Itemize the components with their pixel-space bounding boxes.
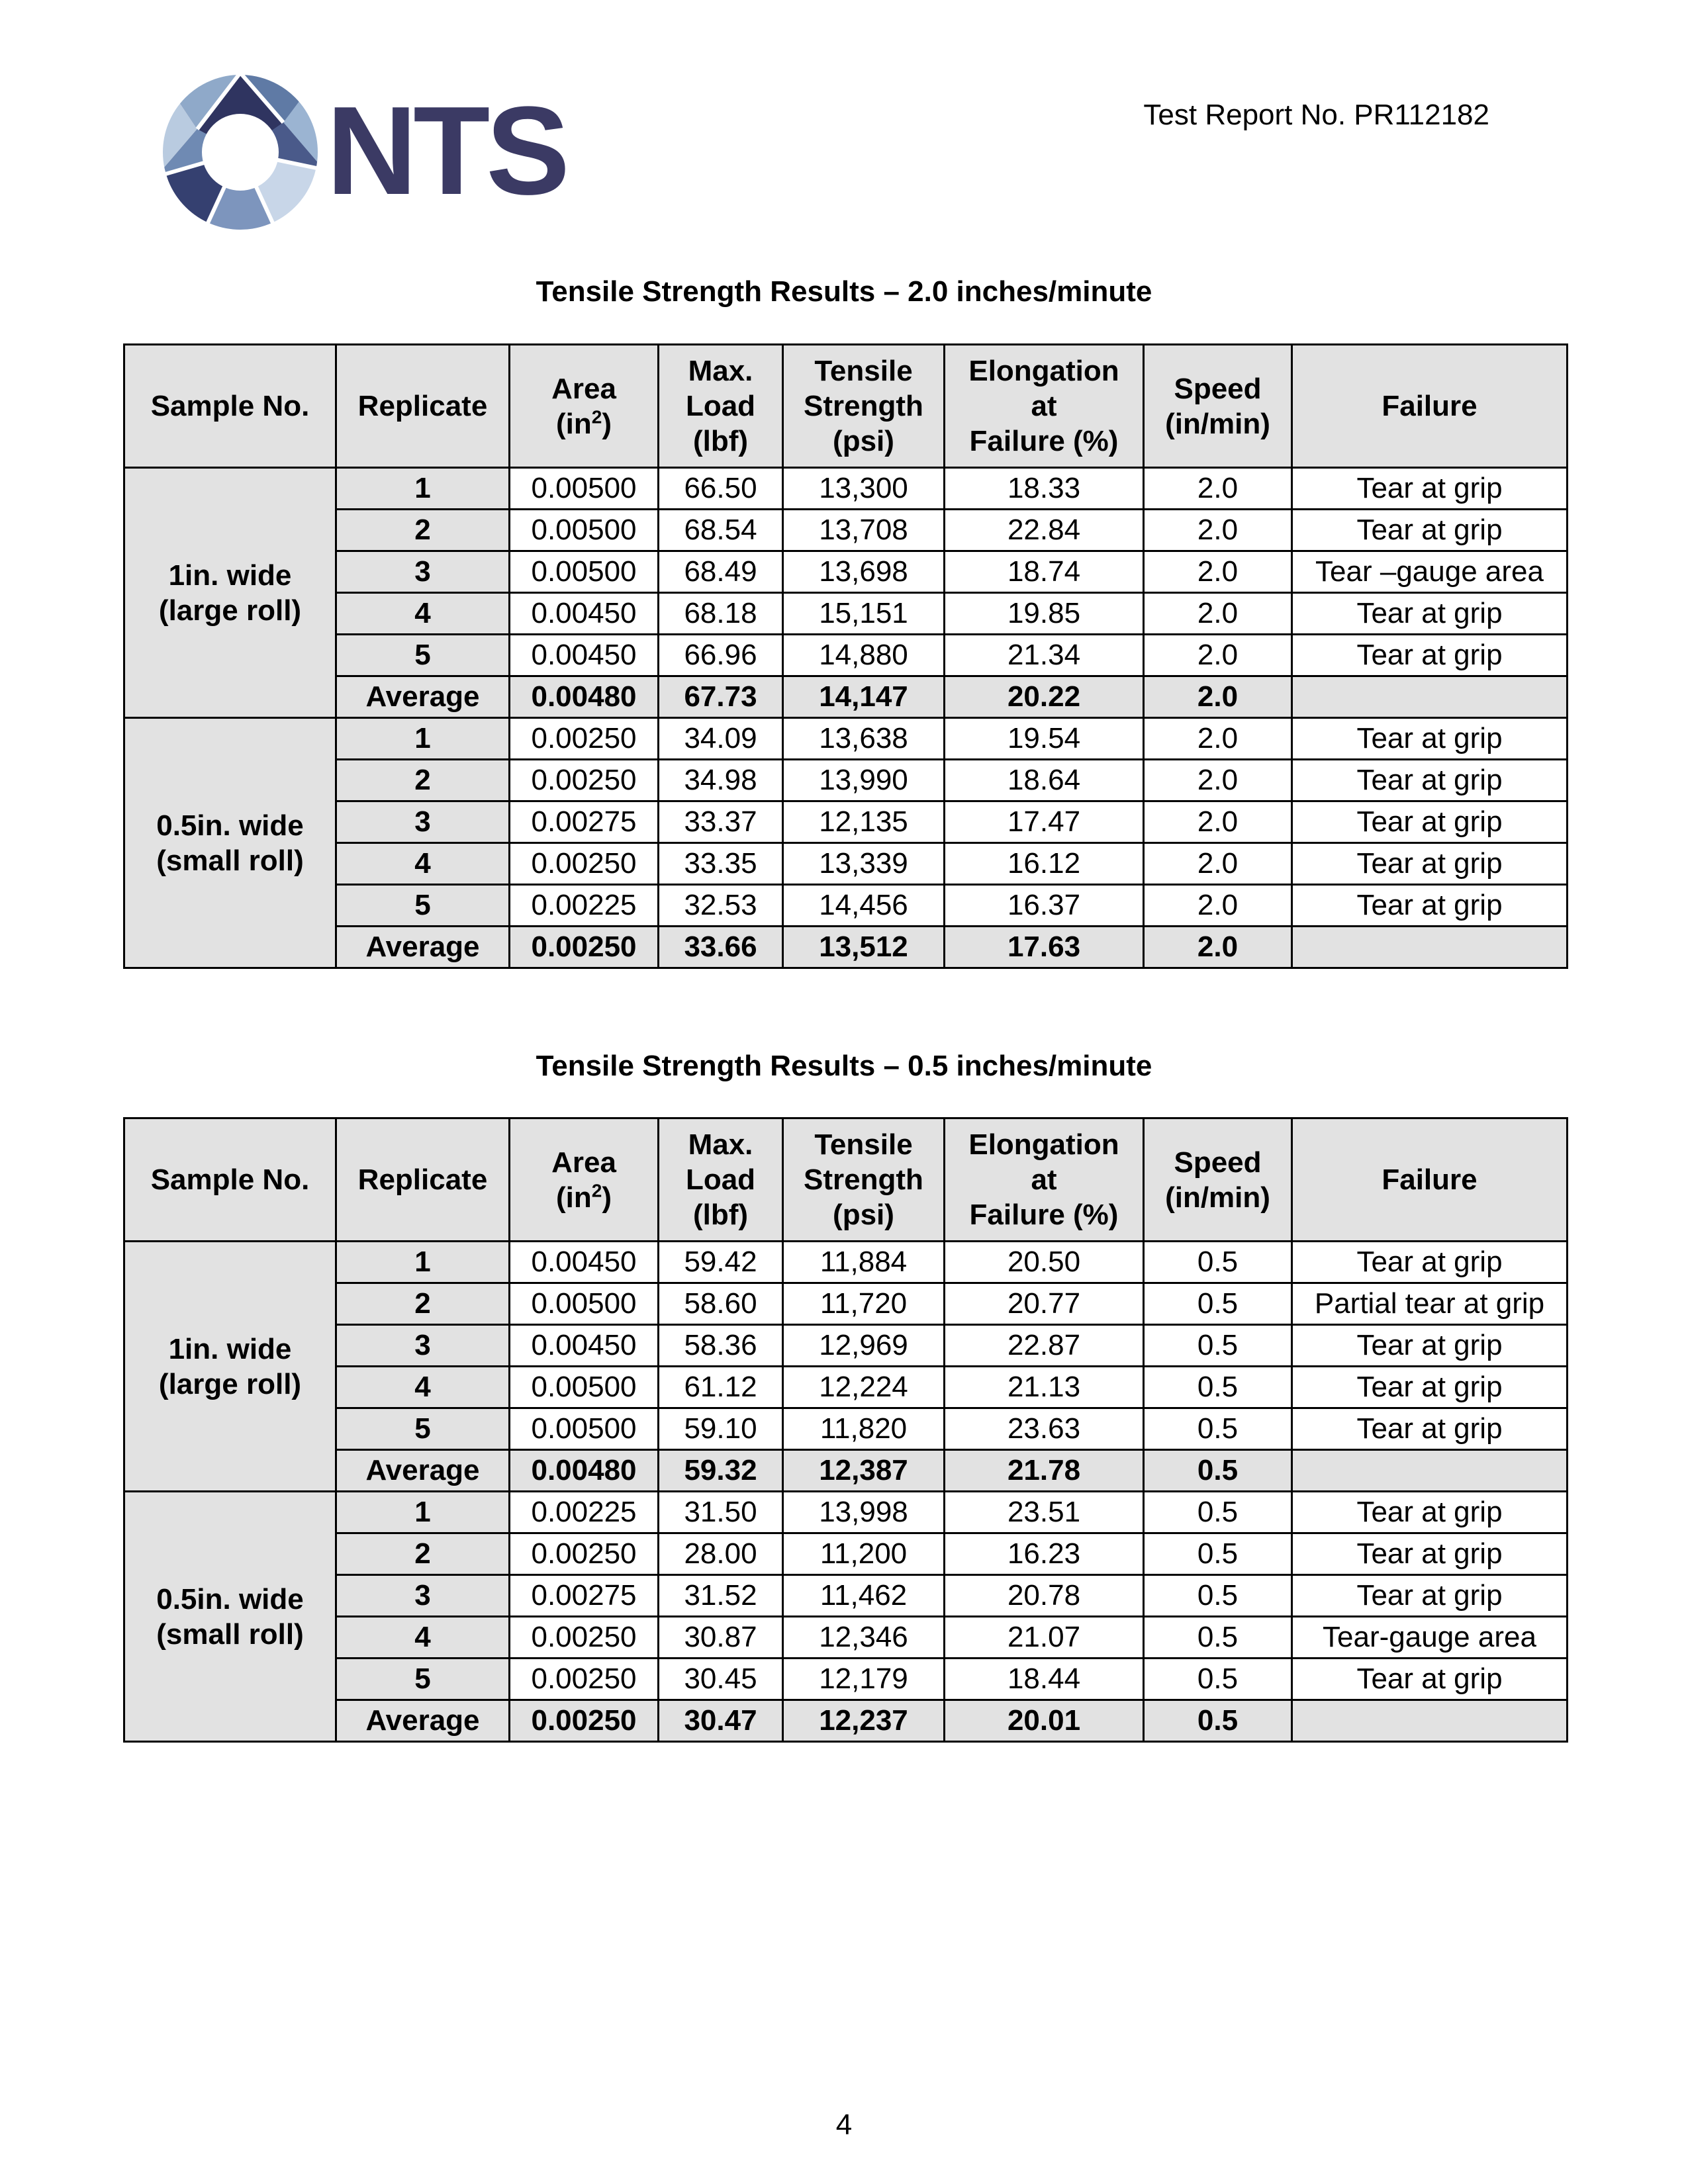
- replicate-cell: 3: [336, 1325, 510, 1367]
- max-load-cell: 66.50: [659, 468, 783, 510]
- tensile-strength-cell: 15,151: [783, 593, 945, 635]
- max-load-cell: 34.98: [659, 760, 783, 801]
- table-row: [124, 801, 1568, 843]
- max-load-cell: 59.42: [659, 1242, 783, 1283]
- failure-cell: Tear at grip: [1292, 593, 1568, 635]
- sample-cell: 1in. wide (large roll): [124, 1242, 336, 1492]
- table-row: [124, 510, 1568, 551]
- max-load-cell: 59.10: [659, 1408, 783, 1450]
- elongation-cell: 21.13: [945, 1367, 1144, 1408]
- replicate-cell: 3: [336, 551, 510, 593]
- area-cell: 0.00275: [510, 1575, 659, 1617]
- elongation-cell: 18.44: [945, 1659, 1144, 1700]
- speed-cell: 2.0: [1144, 760, 1292, 801]
- speed-cell: 0.5: [1144, 1617, 1292, 1659]
- tensile-strength-cell: 11,200: [783, 1533, 945, 1575]
- header-row: [124, 1118, 1568, 1242]
- tensile-strength-cell: 14,880: [783, 635, 945, 676]
- col-max-load: Max. Load (lbf): [659, 1118, 783, 1242]
- replicate-cell: 2: [336, 1533, 510, 1575]
- tensile-strength-cell: 12,224: [783, 1367, 945, 1408]
- elongation-cell: 23.51: [945, 1492, 1144, 1533]
- elongation-cell: 21.78: [945, 1450, 1144, 1492]
- elongation-cell: 17.63: [945, 927, 1144, 968]
- elongation-cell: 22.87: [945, 1325, 1144, 1367]
- failure-cell: Tear-gauge area: [1292, 1617, 1568, 1659]
- speed-cell: 0.5: [1144, 1283, 1292, 1325]
- average-row: [124, 1700, 1568, 1742]
- failure-cell: Partial tear at grip: [1292, 1283, 1568, 1325]
- tensile-strength-cell: 11,720: [783, 1283, 945, 1325]
- area-cell: 0.00500: [510, 468, 659, 510]
- max-load-cell: 34.09: [659, 718, 783, 760]
- table-row: [124, 1617, 1568, 1659]
- area-cell: 0.00480: [510, 1450, 659, 1492]
- table-row: [124, 885, 1568, 927]
- col-failure: Failure: [1292, 345, 1568, 468]
- sample-cell: 1in. wide (large roll): [124, 468, 336, 718]
- area-cell: 0.00250: [510, 1659, 659, 1700]
- speed-cell: 0.5: [1144, 1700, 1292, 1742]
- sample-cell: 0.5in. wide (small roll): [124, 718, 336, 968]
- failure-cell: Tear at grip: [1292, 1492, 1568, 1533]
- failure-cell: Tear at grip: [1292, 1367, 1568, 1408]
- table-row: [124, 635, 1568, 676]
- replicate-cell: 1: [336, 718, 510, 760]
- table-row: [124, 1242, 1568, 1283]
- speed-cell: 0.5: [1144, 1492, 1292, 1533]
- max-load-cell: 58.36: [659, 1325, 783, 1367]
- elongation-cell: 20.22: [945, 676, 1144, 718]
- table-row: [124, 1492, 1568, 1533]
- failure-cell: Tear at grip: [1292, 1659, 1568, 1700]
- replicate-cell: Average: [336, 927, 510, 968]
- speed-cell: 0.5: [1144, 1450, 1292, 1492]
- replicate-cell: 2: [336, 510, 510, 551]
- area-cell: 0.00450: [510, 1242, 659, 1283]
- area-cell: 0.00250: [510, 843, 659, 885]
- max-load-cell: 32.53: [659, 885, 783, 927]
- tensile-strength-cell: 13,300: [783, 468, 945, 510]
- speed-cell: 0.5: [1144, 1533, 1292, 1575]
- elongation-cell: 18.74: [945, 551, 1144, 593]
- max-load-cell: 31.52: [659, 1575, 783, 1617]
- table-row: [124, 760, 1568, 801]
- replicate-cell: Average: [336, 1700, 510, 1742]
- elongation-cell: 20.01: [945, 1700, 1144, 1742]
- speed-cell: 0.5: [1144, 1242, 1292, 1283]
- speed-cell: 0.5: [1144, 1367, 1292, 1408]
- table-row: [124, 1575, 1568, 1617]
- max-load-cell: 33.66: [659, 927, 783, 968]
- tensile-strength-cell: 11,820: [783, 1408, 945, 1450]
- replicate-cell: 3: [336, 1575, 510, 1617]
- table-row: [124, 1408, 1568, 1450]
- max-load-cell: 30.47: [659, 1700, 783, 1742]
- speed-cell: 0.5: [1144, 1575, 1292, 1617]
- max-load-cell: 31.50: [659, 1492, 783, 1533]
- replicate-cell: 2: [336, 760, 510, 801]
- elongation-cell: 16.37: [945, 885, 1144, 927]
- failure-cell: [1292, 676, 1568, 718]
- max-load-cell: 68.18: [659, 593, 783, 635]
- failure-cell: Tear at grip: [1292, 885, 1568, 927]
- table-row: [124, 1283, 1568, 1325]
- max-load-cell: 67.73: [659, 676, 783, 718]
- speed-cell: 0.5: [1144, 1659, 1292, 1700]
- col-speed: Speed (in/min): [1144, 1118, 1292, 1242]
- average-row: [124, 676, 1568, 718]
- replicate-cell: 5: [336, 1659, 510, 1700]
- replicate-cell: 5: [336, 635, 510, 676]
- elongation-cell: 18.33: [945, 468, 1144, 510]
- area-cell: 0.00450: [510, 635, 659, 676]
- replicate-cell: 1: [336, 1492, 510, 1533]
- replicate-cell: 4: [336, 1617, 510, 1659]
- speed-cell: 2.0: [1144, 718, 1292, 760]
- table-row: [124, 718, 1568, 760]
- speed-cell: 2.0: [1144, 927, 1292, 968]
- replicate-cell: 4: [336, 593, 510, 635]
- col-area: Area $(in^2)$: [510, 1118, 659, 1242]
- area-cell: 0.00450: [510, 1325, 659, 1367]
- col-sample-no: Sample No.: [124, 1118, 336, 1242]
- elongation-cell: 16.23: [945, 1533, 1144, 1575]
- average-row: [124, 1450, 1568, 1492]
- table-row: [124, 593, 1568, 635]
- max-load-cell: 33.37: [659, 801, 783, 843]
- max-load-cell: 28.00: [659, 1533, 783, 1575]
- speed-cell: 2.0: [1144, 468, 1292, 510]
- average-row: [124, 927, 1568, 968]
- failure-cell: Tear at grip: [1292, 1533, 1568, 1575]
- area-cell: 0.00450: [510, 593, 659, 635]
- col-tensile-strength: Tensile Strength (psi): [783, 345, 945, 468]
- col-speed: Speed (in/min): [1144, 345, 1292, 468]
- report-number: Test Report No. PR112182: [1143, 99, 1489, 131]
- max-load-cell: 30.87: [659, 1617, 783, 1659]
- failure-cell: Tear at grip: [1292, 468, 1568, 510]
- failure-cell: Tear at grip: [1292, 635, 1568, 676]
- area-cell: 0.00250: [510, 1617, 659, 1659]
- elongation-cell: 20.77: [945, 1283, 1144, 1325]
- results-table: [123, 343, 1568, 969]
- area-cell: 0.00500: [510, 1283, 659, 1325]
- failure-cell: [1292, 1450, 1568, 1492]
- area-cell: 0.00500: [510, 551, 659, 593]
- results-table: [123, 1117, 1568, 1743]
- replicate-cell: Average: [336, 676, 510, 718]
- max-load-cell: 59.32: [659, 1450, 783, 1492]
- tensile-strength-cell: 13,638: [783, 718, 945, 760]
- failure-cell: Tear at grip: [1292, 1408, 1568, 1450]
- area-cell: 0.00250: [510, 1700, 659, 1742]
- max-load-cell: 66.96: [659, 635, 783, 676]
- failure-cell: [1292, 927, 1568, 968]
- area-cell: 0.00500: [510, 1367, 659, 1408]
- table-row: [124, 1367, 1568, 1408]
- max-load-cell: 30.45: [659, 1659, 783, 1700]
- area-cell: 0.00480: [510, 676, 659, 718]
- area-cell: 0.00250: [510, 927, 659, 968]
- speed-cell: 2.0: [1144, 635, 1292, 676]
- tensile-strength-cell: 11,884: [783, 1242, 945, 1283]
- col-elongation: Elongation at Failure (%): [945, 1118, 1144, 1242]
- max-load-cell: 58.60: [659, 1283, 783, 1325]
- tensile-strength-cell: 13,708: [783, 510, 945, 551]
- max-load-cell: 68.54: [659, 510, 783, 551]
- col-max-load: Max. Load (lbf): [659, 345, 783, 468]
- header-row: [124, 345, 1568, 468]
- elongation-cell: 20.50: [945, 1242, 1144, 1283]
- tensile-strength-cell: 12,135: [783, 801, 945, 843]
- speed-cell: 2.0: [1144, 885, 1292, 927]
- nts-globe-icon: [158, 69, 323, 235]
- tensile-strength-cell: 14,147: [783, 676, 945, 718]
- area-cell: 0.00500: [510, 1408, 659, 1450]
- col-tensile-strength: Tensile Strength (psi): [783, 1118, 945, 1242]
- area-cell: 0.00500: [510, 510, 659, 551]
- speed-cell: 2.0: [1144, 510, 1292, 551]
- table-title: Tensile Strength Results – 0.5 inches/minute: [536, 1050, 1152, 1082]
- elongation-cell: 21.34: [945, 635, 1144, 676]
- max-load-cell: 61.12: [659, 1367, 783, 1408]
- tensile-strength-cell: 12,387: [783, 1450, 945, 1492]
- table-row: [124, 1325, 1568, 1367]
- area-cell: 0.00225: [510, 1492, 659, 1533]
- failure-cell: [1292, 1700, 1568, 1742]
- tensile-strength-cell: 13,339: [783, 843, 945, 885]
- max-load-cell: 68.49: [659, 551, 783, 593]
- replicate-cell: 2: [336, 1283, 510, 1325]
- replicate-cell: 1: [336, 1242, 510, 1283]
- elongation-cell: 19.54: [945, 718, 1144, 760]
- tensile-strength-cell: 12,969: [783, 1325, 945, 1367]
- col-elongation: Elongation at Failure (%): [945, 345, 1144, 468]
- tensile-strength-cell: 11,462: [783, 1575, 945, 1617]
- table-title: Tensile Strength Results – 2.0 inches/minute: [536, 275, 1152, 308]
- elongation-cell: 18.64: [945, 760, 1144, 801]
- tensile-strength-cell: 13,698: [783, 551, 945, 593]
- failure-cell: Tear at grip: [1292, 510, 1568, 551]
- table-row: [124, 1659, 1568, 1700]
- speed-cell: 2.0: [1144, 593, 1292, 635]
- elongation-cell: 16.12: [945, 843, 1144, 885]
- tensile-strength-cell: 13,512: [783, 927, 945, 968]
- table-row: [124, 1533, 1568, 1575]
- replicate-cell: 3: [336, 801, 510, 843]
- speed-cell: 0.5: [1144, 1325, 1292, 1367]
- elongation-cell: 23.63: [945, 1408, 1144, 1450]
- max-load-cell: 33.35: [659, 843, 783, 885]
- elongation-cell: 22.84: [945, 510, 1144, 551]
- tensile-strength-cell: 14,456: [783, 885, 945, 927]
- elongation-cell: 17.47: [945, 801, 1144, 843]
- failure-cell: Tear at grip: [1292, 760, 1568, 801]
- failure-cell: Tear –gauge area: [1292, 551, 1568, 593]
- replicate-cell: 4: [336, 843, 510, 885]
- speed-cell: 2.0: [1144, 551, 1292, 593]
- replicate-cell: 5: [336, 1408, 510, 1450]
- elongation-cell: 21.07: [945, 1617, 1144, 1659]
- col-replicate: Replicate: [336, 1118, 510, 1242]
- failure-cell: Tear at grip: [1292, 1242, 1568, 1283]
- logo-text: NTS: [326, 81, 566, 221]
- nts-logo: [158, 69, 594, 242]
- tensile-strength-cell: 12,346: [783, 1617, 945, 1659]
- elongation-cell: 20.78: [945, 1575, 1144, 1617]
- col-failure: Failure: [1292, 1118, 1568, 1242]
- speed-cell: 2.0: [1144, 801, 1292, 843]
- page-number: 4: [835, 2109, 853, 2141]
- tensile-strength-cell: 12,179: [783, 1659, 945, 1700]
- failure-cell: Tear at grip: [1292, 843, 1568, 885]
- failure-cell: Tear at grip: [1292, 801, 1568, 843]
- tensile-strength-cell: 13,998: [783, 1492, 945, 1533]
- area-cell: 0.00250: [510, 760, 659, 801]
- area-cell: 0.00275: [510, 801, 659, 843]
- table-row: [124, 551, 1568, 593]
- replicate-cell: 5: [336, 885, 510, 927]
- failure-cell: Tear at grip: [1292, 1575, 1568, 1617]
- speed-cell: 2.0: [1144, 843, 1292, 885]
- replicate-cell: Average: [336, 1450, 510, 1492]
- speed-cell: 0.5: [1144, 1408, 1292, 1450]
- area-cell: 0.00250: [510, 1533, 659, 1575]
- table-row: [124, 468, 1568, 510]
- elongation-cell: 19.85: [945, 593, 1144, 635]
- col-replicate: Replicate: [336, 345, 510, 468]
- table-row: [124, 843, 1568, 885]
- failure-cell: Tear at grip: [1292, 1325, 1568, 1367]
- failure-cell: Tear at grip: [1292, 718, 1568, 760]
- speed-cell: 2.0: [1144, 676, 1292, 718]
- tensile-strength-cell: 13,990: [783, 760, 945, 801]
- col-sample-no: Sample No.: [124, 345, 336, 468]
- tensile-strength-cell: 12,237: [783, 1700, 945, 1742]
- area-cell: 0.00225: [510, 885, 659, 927]
- col-area: Area $(in^2)$: [510, 345, 659, 468]
- replicate-cell: 4: [336, 1367, 510, 1408]
- replicate-cell: 1: [336, 468, 510, 510]
- sample-cell: 0.5in. wide (small roll): [124, 1492, 336, 1742]
- area-cell: 0.00250: [510, 718, 659, 760]
